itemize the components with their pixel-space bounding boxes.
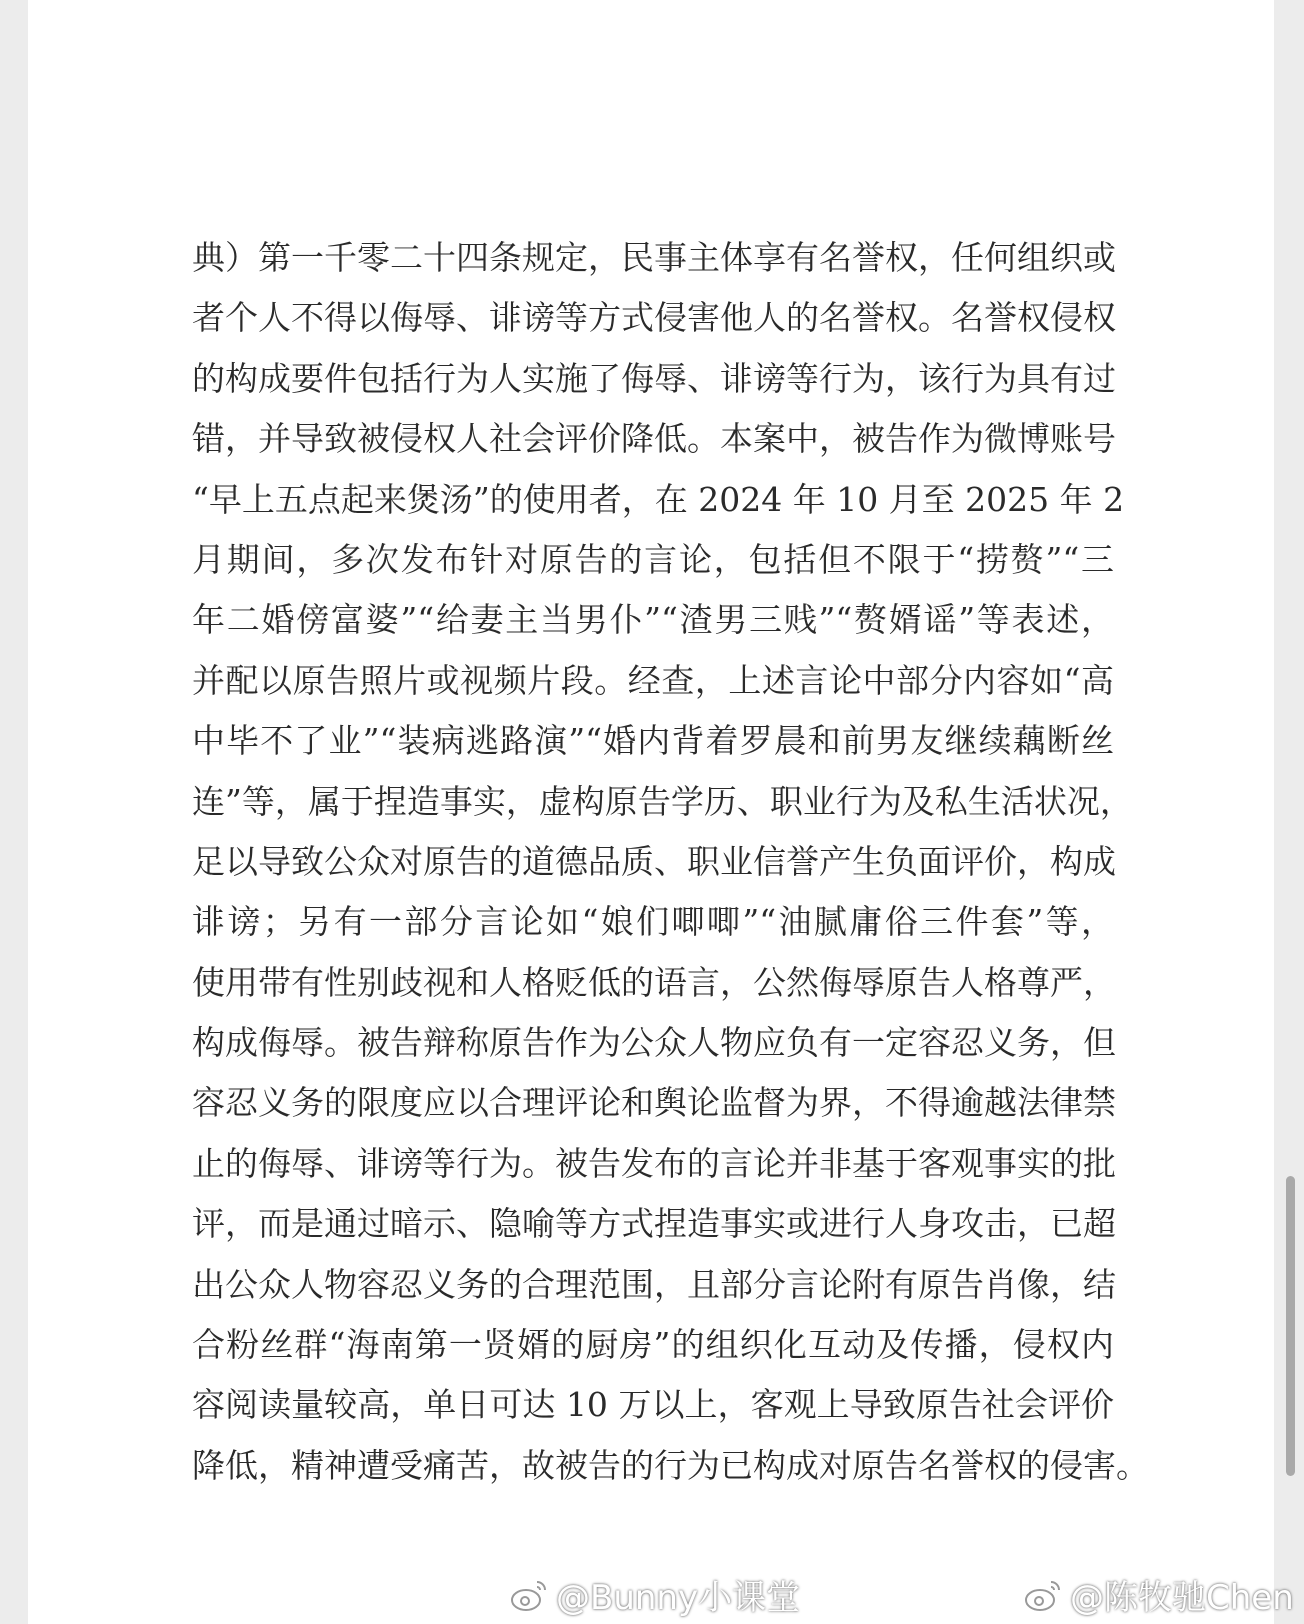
document-body (192, 228, 1149, 1496)
text-line-content: 降低，精神遭受痛苦，故被告的行为已构成对原告名誉权的侵害。 (192, 1445, 1149, 1485)
text-line (192, 1436, 1149, 1496)
text-line (192, 1194, 1114, 1254)
text-line-content: 容忍义务的限度应以合理评论和舆论监督为界，不得逾越法律禁 (192, 1083, 1116, 1123)
text-line-content: 连”等，属于捏造事实，虚构原告学历、职业行为及私生活状况， (192, 781, 1133, 821)
text-line (192, 772, 1133, 832)
text-line-content: 构成侮辱。被告辩称原告作为公众人物应负有一定容忍义务，但 (192, 1023, 1116, 1063)
text-line-content: 足以导致公众对原告的道德品质、职业信誉产生负面评价，构成 (192, 841, 1116, 881)
text-line-content: 容阅读量较高，单日可达 10 万以上，客观上导致原告社会评价 (192, 1385, 1114, 1425)
text-line-content: 止的侮辱、诽谤等行为。被告发布的言论并非基于客观事实的批 (192, 1143, 1116, 1183)
text-line (192, 1073, 1114, 1133)
text-line (192, 590, 1114, 650)
watermark-text: @Bunny小课堂 (556, 1578, 801, 1618)
text-line-content: 错，并导致被侵权人社会评价降低。本案中，被告作为微博账号 (192, 419, 1116, 459)
weibo-icon (510, 1578, 550, 1612)
text-line (192, 409, 1114, 469)
text-line (192, 349, 1114, 409)
text-line-content: 的构成要件包括行为人实施了侮辱、诽谤等行为，该行为具有过 (192, 358, 1116, 398)
text-line-content: “早上五点起来煲汤”的使用者，在 2024 年 10 月至 2025 年 2 (192, 479, 1125, 519)
text-line (192, 953, 1114, 1013)
text-line (192, 1315, 1114, 1375)
text-line (192, 470, 1125, 530)
text-line (192, 530, 1114, 590)
text-line-content: 月期间，多次发布针对原告的言论，包括但不限于“捞赘”“三 (192, 539, 1114, 579)
scrollbar-thumb[interactable] (1286, 1176, 1295, 1476)
text-line-content: 者个人不得以侮辱、诽谤等方式侵害他人的名誉权。名誉权侵权 (192, 298, 1116, 338)
text-line-content: 中毕不了业”“装病逃路演”“婚内背着罗晨和前男友继续藕断丝 (192, 721, 1114, 761)
watermark-chen (1024, 1570, 1294, 1619)
text-line (192, 1134, 1114, 1194)
text-line-content: 合粉丝群“海南第一贤婿的厨房”的组织化互动及传播，侵权内 (192, 1325, 1114, 1365)
text-line (192, 1013, 1114, 1073)
text-line-content: 典）第一千零二十四条规定，民事主体享有名誉权，任何组织或 (192, 238, 1116, 277)
text-line-content: 使用带有性别歧视和人格贬低的语言，公然侮辱原告人格尊严， (192, 962, 1116, 1002)
text-line-content: 出公众人物容忍义务的合理范围，且部分言论附有原告肖像，结 (192, 1264, 1116, 1304)
watermark-text: @陈牧驰Chen (1070, 1578, 1294, 1618)
weibo-icon (1024, 1578, 1064, 1612)
text-line-content: 并配以原告照片或视频片段。经查，上述言论中部分内容如“高 (192, 660, 1114, 700)
text-line (192, 1375, 1114, 1435)
text-line (192, 228, 1114, 288)
text-line (192, 651, 1114, 711)
text-line-content: 年二婚傍富婆”“给妻主当男仆”“渣男三贱”“赘婿谣”等表述， (192, 600, 1114, 640)
text-line-content: 评，而是通过暗示、隐喻等方式捏造事实或进行人身攻击，已超 (192, 1204, 1116, 1244)
watermark-bunny (510, 1570, 800, 1619)
text-line (192, 892, 1114, 952)
text-line-content: 诽谤；另有一部分言论如“娘们唧唧”“油腻庸俗三件套”等， (192, 902, 1114, 942)
text-line (192, 1255, 1114, 1315)
text-line (192, 832, 1114, 892)
text-line (192, 711, 1114, 771)
text-line (192, 288, 1114, 348)
